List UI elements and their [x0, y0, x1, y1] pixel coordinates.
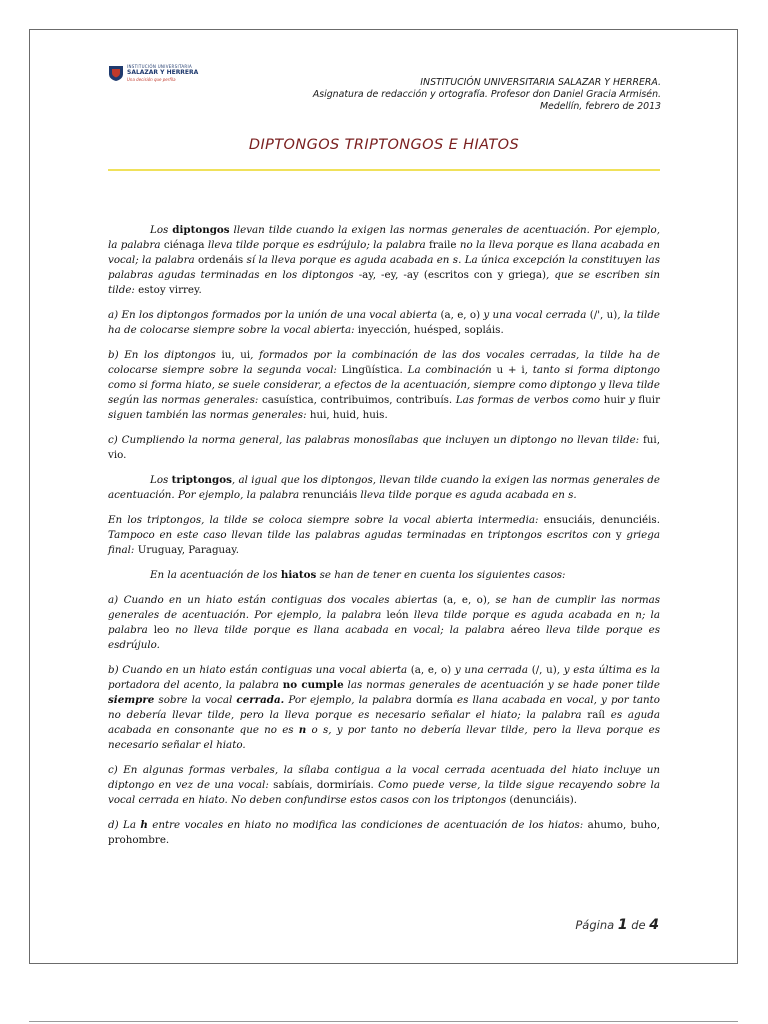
document-header	[313, 77, 661, 113]
paragraph-triptongos: Los triptongos, al igual que los diptongos, llevan tilde cuando la exigen las normas generales de acentuación. Por ejemplo, la palabra renunciáis lleva tilde porque es aguda acabada en s.	[108, 474, 660, 501]
paragraph-diptongos-b: b) En los diptongos iu, ui, formados por la combinación de las dos vocales cerradas, la tilde ha de colocarse siempre sobre la segunda vocal: Lingüística. La combinación u + i, tanto si forma diptongo como si forma hiato, se suele considerar, a efectos de la acentuación, siempre como diptongo y lleva tilde según las normas generales: casuística, contribuimos, contribuís. Las formas de verbos como huir y fluir siguen también las normas generales: hui, huid, huis.	[108, 349, 661, 421]
page-number: Página 1 de 4	[575, 917, 659, 933]
paragraph-hiatos-a: a) Cuando en un hiato están contiguas dos vocales abiertas (a, e, o), se han de cumplir las normas generales de acentuación. Por ejemplo, la palabra león lleva tilde porque es aguda acabada en n; la palabra leo no lleva tilde porque es llana acabada en vocal; la palabra aéreo lleva tilde porque es esdrújulo.	[108, 594, 661, 651]
document-body	[108, 223, 660, 848]
next-page-edge	[29, 1021, 738, 1022]
logo-text-name: SALAZAR Y HERRERA	[127, 69, 199, 76]
paragraph-hiatos-d: d) La h entre vocales en hiato no modifica las condiciones de acentuación de los hiatos: ahumo, buho, prohombre.	[108, 819, 660, 846]
title-underline	[108, 169, 660, 171]
institution-logo	[108, 61, 199, 87]
paragraph-hiatos-c: c) En algunas formas verbales, la sílaba contigua a la vocal cerrada acentuada del hiato incluye un diptongo en vez de una vocal: sabíais, dormiríais. Como puede verse, la tilde sigue recayendo sobre la vocal cerrada en hiato. No deben confundirse estos casos con los triptongos (denunciáis).	[108, 764, 660, 806]
paragraph-hiatos-intro: En la acentuación de los hiatos se han de tener en cuenta los siguientes casos:	[150, 569, 566, 581]
paragraph-diptongos-a: a) En los diptongos formados por la unión de una vocal abierta (a, e, o) y una vocal cerrada (/', u), la tilde ha de colocarse siempre sobre la vocal abierta: inyección, huésped, sopláis.	[108, 309, 661, 336]
header-institution: INSTITUCIÓN UNIVERSITARIA SALAZAR Y HERRERA.	[420, 77, 661, 88]
logo-text-top: INSTITUCIÓN UNIVERSITARIA	[127, 64, 193, 69]
header-date: Medellín, febrero de 2013	[539, 101, 661, 112]
document-title: DIPTONGOS TRIPTONGOS E HIATOS	[248, 137, 520, 153]
paragraph-diptongos-c: c) Cumpliendo la norma general, las palabras monosílabas que incluyen un diptongo no llevan tilde: fui, vio.	[108, 434, 660, 461]
paragraph-diptongos: Los diptongos llevan tilde cuando la exigen las normas generales de acentuación. Por ejemplo, la palabra ciénaga lleva tilde porque es esdrújulo; la palabra fraile no la lleva porque es llana acabada en vocal; la palabra ordenáis sí la lleva porque es aguda acabada en s. La única excepción la constituyen las palabras agudas terminadas en los diptongos -ay, -ey, -ay (escritos con y griega), que se escriben sin tilde: estoy virrey.	[108, 224, 660, 296]
logo-text-tagline: Una decisión que perfila	[127, 77, 176, 82]
shield-icon	[108, 64, 124, 82]
paragraph-hiatos-b: b) Cuando en un hiato están contiguas una vocal abierta (a, e, o) y una cerrada (/, u), y esta última es la portadora del acento, la palabra no cumple las normas generales de acentuación y se hade poner tilde siempre sobre la vocal cerrada. Por ejemplo, la palabra dormía es llana acabada en vocal, y por tanto no debería llevar tilde, pero la lleva porque es necesario señalar el hiato; la palabra raíl es aguda acabada en consonante que no es n o s, y por tanto no debería llevar tilde, pero la lleva porque es necesario señalar el hiato.	[108, 664, 660, 751]
header-course: Asignatura de redacción y ortografía. Profesor don Daniel Gracia Armisén.	[312, 89, 661, 100]
paragraph-triptongos-tilde: En los triptongos, la tilde se coloca siempre sobre la vocal abierta intermedia: ensuciáis, denunciéis. Tampoco en este caso llevan tilde las palabras agudas terminadas en triptongos escritos con y griega final: Uruguay, Paraguay.	[108, 514, 660, 556]
document-page	[29, 29, 738, 964]
